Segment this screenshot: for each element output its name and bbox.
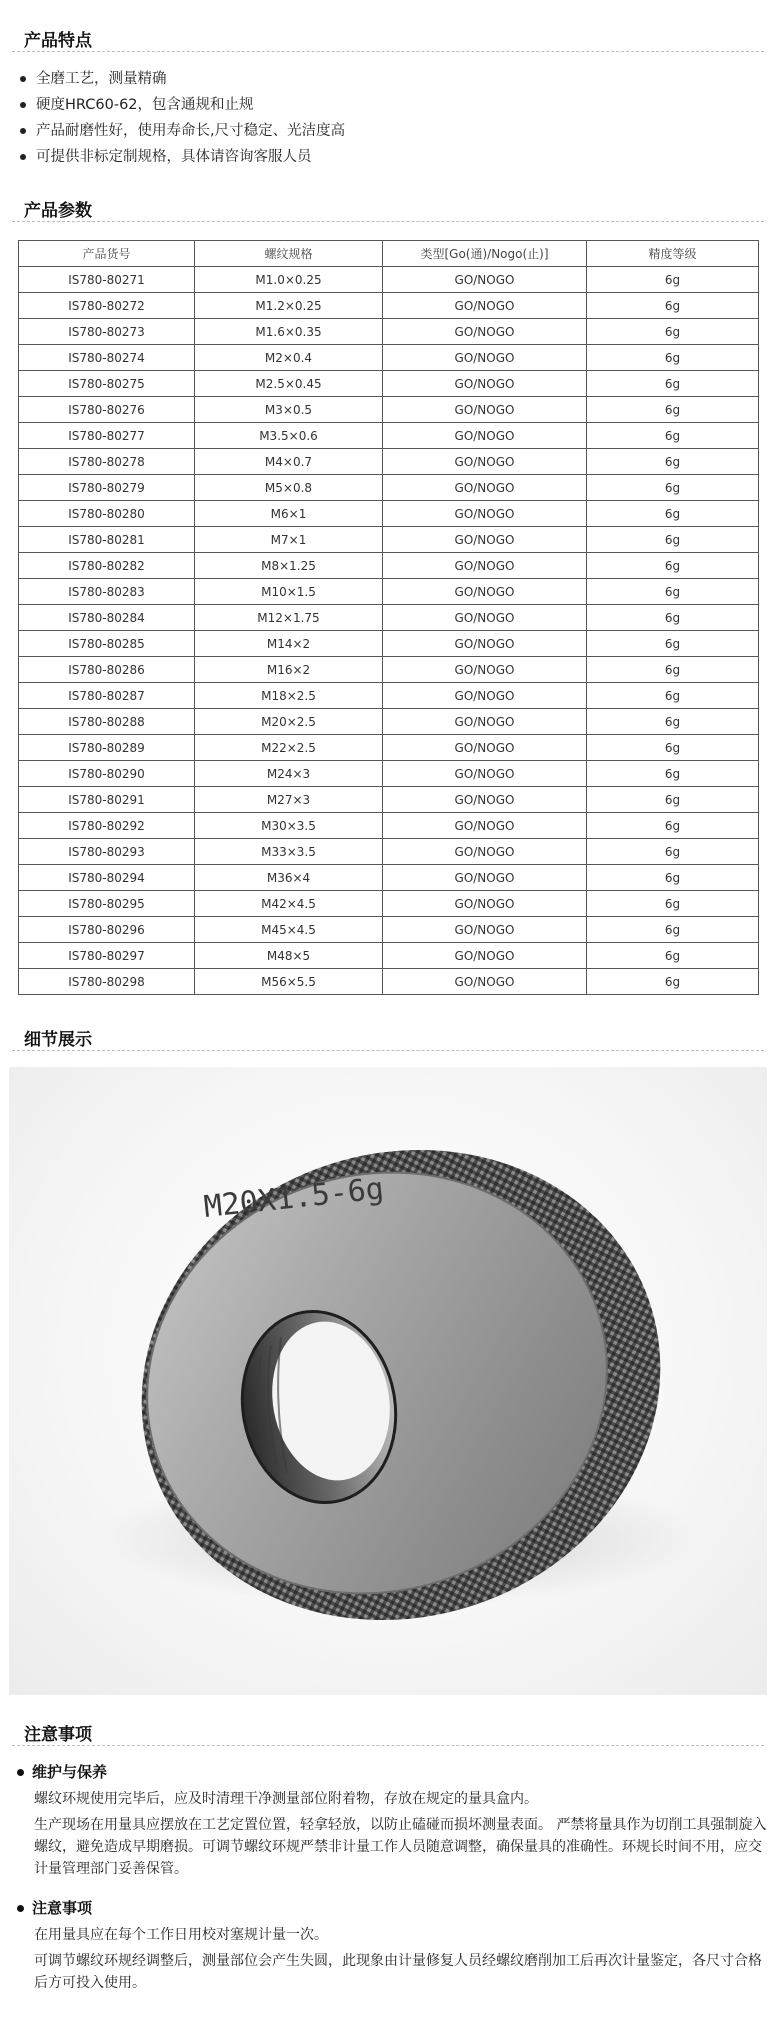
- cell-type: GO/NOGO: [383, 397, 587, 423]
- cell-accuracy: 6g: [587, 527, 759, 553]
- cell-thread-spec: M33×3.5: [195, 839, 383, 865]
- cell-product-code: IS780-80297: [19, 943, 195, 969]
- cell-product-code: IS780-80294: [19, 865, 195, 891]
- table-row: [19, 501, 759, 527]
- params-table-body: [19, 267, 759, 995]
- table-row: [19, 631, 759, 657]
- table-row: [19, 397, 759, 423]
- cell-accuracy: 6g: [587, 735, 759, 761]
- cell-product-code: IS780-80274: [19, 345, 195, 371]
- header-type: 类型[Go(通)/Nogo(止)]: [383, 241, 587, 267]
- cell-thread-spec: M45×4.5: [195, 917, 383, 943]
- cell-thread-spec: M3.5×0.6: [195, 423, 383, 449]
- cell-type: GO/NOGO: [383, 917, 587, 943]
- cell-accuracy: 6g: [587, 865, 759, 891]
- table-row: [19, 423, 759, 449]
- cell-product-code: IS780-80275: [19, 371, 195, 397]
- cell-thread-spec: M8×1.25: [195, 553, 383, 579]
- cell-thread-spec: M18×2.5: [195, 683, 383, 709]
- cell-thread-spec: M20×2.5: [195, 709, 383, 735]
- cell-type: GO/NOGO: [383, 605, 587, 631]
- cell-type: GO/NOGO: [383, 761, 587, 787]
- cell-product-code: IS780-80298: [19, 969, 195, 995]
- feature-item: 硬度HRC60-62，包含通规和止规: [18, 92, 345, 118]
- header-thread-spec: 螺纹规格: [195, 241, 383, 267]
- cell-product-code: IS780-80296: [19, 917, 195, 943]
- cell-type: GO/NOGO: [383, 683, 587, 709]
- table-row: [19, 761, 759, 787]
- cell-thread-spec: M7×1: [195, 527, 383, 553]
- cell-accuracy: 6g: [587, 683, 759, 709]
- features-list: [18, 66, 345, 170]
- cell-type: GO/NOGO: [383, 839, 587, 865]
- cell-accuracy: 6g: [587, 605, 759, 631]
- table-row: [19, 579, 759, 605]
- table-row: [19, 891, 759, 917]
- cell-thread-spec: M42×4.5: [195, 891, 383, 917]
- table-row: [19, 345, 759, 371]
- cell-type: GO/NOGO: [383, 423, 587, 449]
- table-row: [19, 969, 759, 995]
- cell-thread-spec: M27×3: [195, 787, 383, 813]
- cell-type: GO/NOGO: [383, 579, 587, 605]
- cell-thread-spec: M1.0×0.25: [195, 267, 383, 293]
- cell-thread-spec: M4×0.7: [195, 449, 383, 475]
- table-row: [19, 865, 759, 891]
- cell-accuracy: 6g: [587, 891, 759, 917]
- cell-accuracy: 6g: [587, 943, 759, 969]
- cell-accuracy: 6g: [587, 423, 759, 449]
- cell-product-code: IS780-80277: [19, 423, 195, 449]
- cell-product-code: IS780-80283: [19, 579, 195, 605]
- cell-accuracy: 6g: [587, 579, 759, 605]
- cell-thread-spec: M22×2.5: [195, 735, 383, 761]
- cell-product-code: IS780-80284: [19, 605, 195, 631]
- table-row: [19, 371, 759, 397]
- table-row: [19, 449, 759, 475]
- cell-accuracy: 6g: [587, 267, 759, 293]
- cell-type: GO/NOGO: [383, 891, 587, 917]
- params-table: [18, 240, 759, 995]
- notes-header: [12, 1712, 764, 1746]
- cell-thread-spec: M30×3.5: [195, 813, 383, 839]
- cell-thread-spec: M6×1: [195, 501, 383, 527]
- maintenance-block: [14, 1760, 772, 1880]
- feature-item: 可提供非标定制规格，具体请咨询客服人员: [18, 144, 345, 170]
- cell-product-code: IS780-80287: [19, 683, 195, 709]
- cell-type: GO/NOGO: [383, 943, 587, 969]
- features-title: 产品特点: [24, 31, 92, 51]
- cell-accuracy: 6g: [587, 839, 759, 865]
- table-row: [19, 813, 759, 839]
- cell-accuracy: 6g: [587, 397, 759, 423]
- params-header: [12, 188, 764, 222]
- detail-title: 细节展示: [24, 1030, 92, 1050]
- cell-product-code: IS780-80286: [19, 657, 195, 683]
- thread-ring-gauge-image: [9, 1067, 767, 1695]
- cell-product-code: IS780-80272: [19, 293, 195, 319]
- header-accuracy: 精度等级: [587, 241, 759, 267]
- cell-accuracy: 6g: [587, 709, 759, 735]
- table-row: [19, 787, 759, 813]
- cell-product-code: IS780-80293: [19, 839, 195, 865]
- cell-thread-spec: M48×5: [195, 943, 383, 969]
- cell-product-code: IS780-80279: [19, 475, 195, 501]
- cell-thread-spec: M10×1.5: [195, 579, 383, 605]
- cell-accuracy: 6g: [587, 813, 759, 839]
- cell-thread-spec: M24×3: [195, 761, 383, 787]
- cell-product-code: IS780-80276: [19, 397, 195, 423]
- table-row: [19, 553, 759, 579]
- table-row: [19, 917, 759, 943]
- cell-accuracy: 6g: [587, 345, 759, 371]
- cell-product-code: IS780-80285: [19, 631, 195, 657]
- table-row: [19, 319, 759, 345]
- cell-type: GO/NOGO: [383, 345, 587, 371]
- cell-type: GO/NOGO: [383, 501, 587, 527]
- cell-accuracy: 6g: [587, 969, 759, 995]
- cell-thread-spec: M1.6×0.35: [195, 319, 383, 345]
- cell-type: GO/NOGO: [383, 475, 587, 501]
- cell-type: GO/NOGO: [383, 267, 587, 293]
- table-row: [19, 683, 759, 709]
- cell-type: GO/NOGO: [383, 449, 587, 475]
- maintenance-title: 维护与保养: [14, 1760, 772, 1784]
- table-row: [19, 605, 759, 631]
- cell-thread-spec: M36×4: [195, 865, 383, 891]
- table-header-row: [19, 241, 759, 267]
- cell-accuracy: 6g: [587, 501, 759, 527]
- cell-type: GO/NOGO: [383, 293, 587, 319]
- table-row: [19, 709, 759, 735]
- cell-type: GO/NOGO: [383, 527, 587, 553]
- cell-type: GO/NOGO: [383, 969, 587, 995]
- cell-product-code: IS780-80273: [19, 319, 195, 345]
- cell-thread-spec: M12×1.75: [195, 605, 383, 631]
- table-row: [19, 735, 759, 761]
- attention-paragraph-1: 在用量具应在每个工作日用校对塞规计量一次。: [34, 1927, 328, 1943]
- table-row: [19, 293, 759, 319]
- table-row: [19, 839, 759, 865]
- cell-product-code: IS780-80289: [19, 735, 195, 761]
- cell-product-code: IS780-80271: [19, 267, 195, 293]
- cell-thread-spec: M3×0.5: [195, 397, 383, 423]
- table-row: [19, 267, 759, 293]
- cell-thread-spec: M2×0.4: [195, 345, 383, 371]
- cell-product-code: IS780-80281: [19, 527, 195, 553]
- cell-product-code: IS780-80278: [19, 449, 195, 475]
- cell-type: GO/NOGO: [383, 709, 587, 735]
- product-photo: [9, 1067, 767, 1695]
- cell-product-code: IS780-80280: [19, 501, 195, 527]
- cell-product-code: IS780-80295: [19, 891, 195, 917]
- cell-type: GO/NOGO: [383, 813, 587, 839]
- cell-accuracy: 6g: [587, 787, 759, 813]
- cell-thread-spec: M14×2: [195, 631, 383, 657]
- cell-accuracy: 6g: [587, 917, 759, 943]
- cell-accuracy: 6g: [587, 449, 759, 475]
- cell-accuracy: 6g: [587, 761, 759, 787]
- table-row: [19, 527, 759, 553]
- table-row: [19, 657, 759, 683]
- cell-thread-spec: M5×0.8: [195, 475, 383, 501]
- maintenance-paragraph-1: 螺纹环规使用完毕后，应及时清理干净测量部位附着物，存放在规定的量具盒内。: [34, 1791, 538, 1807]
- cell-accuracy: 6g: [587, 293, 759, 319]
- cell-accuracy: 6g: [587, 631, 759, 657]
- cell-product-code: IS780-80292: [19, 813, 195, 839]
- cell-accuracy: 6g: [587, 553, 759, 579]
- cell-accuracy: 6g: [587, 371, 759, 397]
- cell-product-code: IS780-80288: [19, 709, 195, 735]
- cell-type: GO/NOGO: [383, 787, 587, 813]
- cell-product-code: IS780-80282: [19, 553, 195, 579]
- feature-item: 全磨工艺，测量精确: [18, 66, 345, 92]
- detail-header: [12, 1017, 764, 1051]
- feature-item: 产品耐磨性好，使用寿命长,尺寸稳定、光洁度高: [18, 118, 345, 144]
- header-product-code: 产品货号: [19, 241, 195, 267]
- cell-accuracy: 6g: [587, 319, 759, 345]
- attention-block: [14, 1896, 772, 1994]
- cell-type: GO/NOGO: [383, 631, 587, 657]
- attention-paragraph-2: 可调节螺纹环规经调整后，测量部位会产生失圆，此现象由计量修复人员经螺纹磨削加工后再次计量鉴定，各尺寸合格后方可投入使用。: [34, 1953, 762, 1991]
- cell-product-code: IS780-80291: [19, 787, 195, 813]
- cell-type: GO/NOGO: [383, 319, 587, 345]
- table-row: [19, 943, 759, 969]
- cell-thread-spec: M1.2×0.25: [195, 293, 383, 319]
- cell-accuracy: 6g: [587, 475, 759, 501]
- cell-type: GO/NOGO: [383, 553, 587, 579]
- cell-type: GO/NOGO: [383, 865, 587, 891]
- cell-thread-spec: M56×5.5: [195, 969, 383, 995]
- table-row: [19, 475, 759, 501]
- cell-thread-spec: M2.5×0.45: [195, 371, 383, 397]
- cell-type: GO/NOGO: [383, 735, 587, 761]
- cell-type: GO/NOGO: [383, 657, 587, 683]
- cell-accuracy: 6g: [587, 657, 759, 683]
- attention-title: 注意事项: [14, 1896, 772, 1920]
- maintenance-paragraph-2: 生产现场在用量具应摆放在工艺定置位置，轻拿轻放，以防止磕碰而损坏测量表面。 严禁将量具作为切削工具强制旋入螺纹，避免造成早期磨损。可调节螺纹环规严禁非计量工作人员随意调整，确保量具的准确性。环规长时间不用，应交计量管理部门妥善保管。: [34, 1817, 767, 1877]
- cell-type: GO/NOGO: [383, 371, 587, 397]
- engraving-text: M20X1.5-6g: [202, 1171, 386, 1225]
- cell-thread-spec: M16×2: [195, 657, 383, 683]
- notes-title: 注意事项: [24, 1725, 92, 1745]
- cell-product-code: IS780-80290: [19, 761, 195, 787]
- features-header: [12, 18, 764, 52]
- params-title: 产品参数: [24, 201, 92, 221]
